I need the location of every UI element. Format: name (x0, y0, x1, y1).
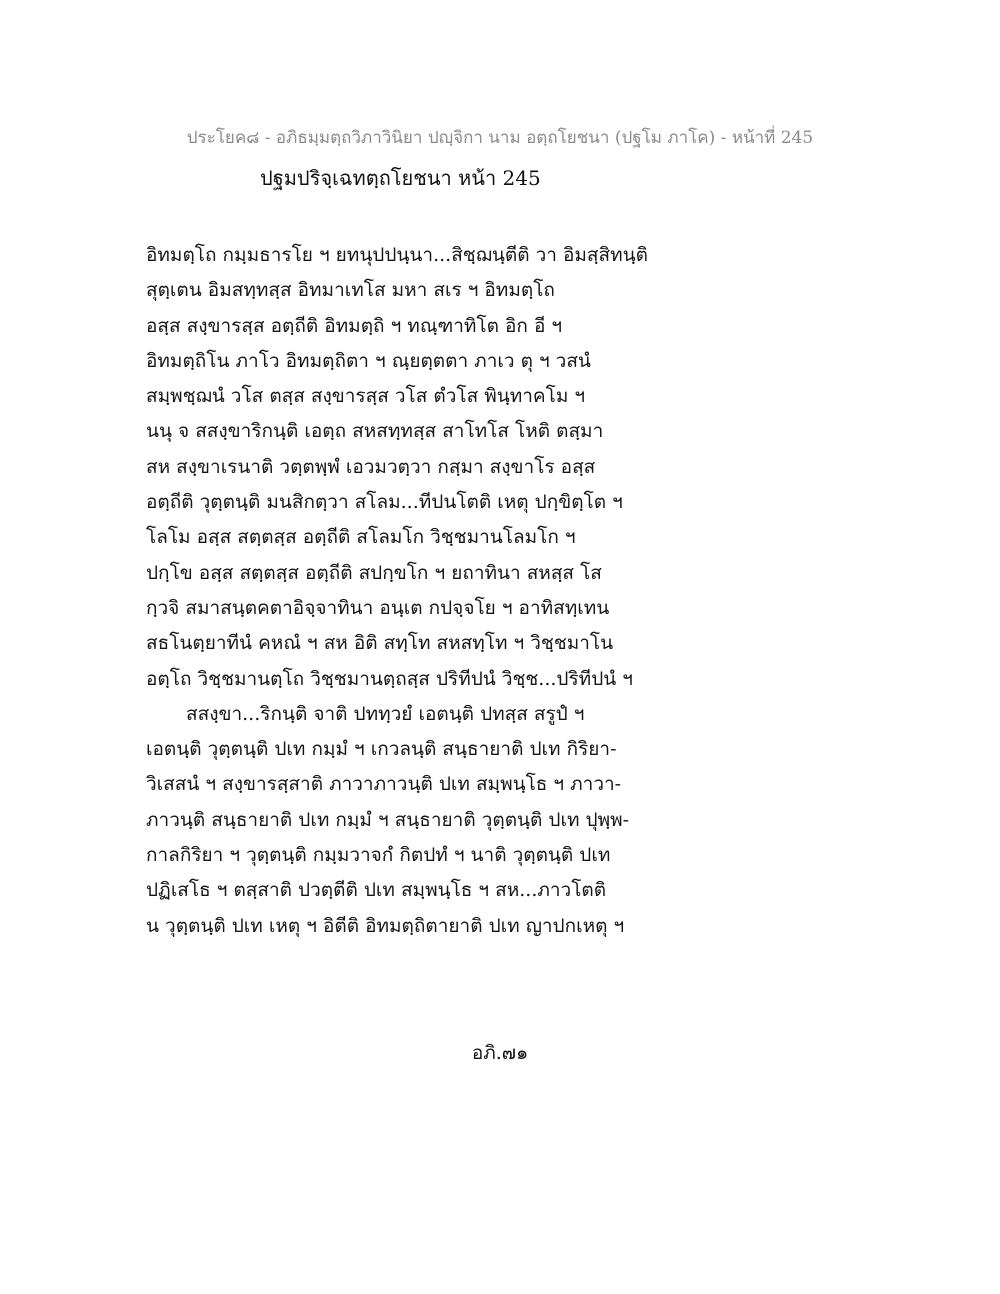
text-line: อิทมตฺถิโน ภาโว อิทมตฺถิตา ฯ ณฺยตฺตตา ภาเว ตุ ฯ วสนํ (146, 349, 591, 372)
text-line: อสฺส สงฺขารสฺส อตฺถีติ อิทมตฺถิ ฯ ทณฺฑาทิโต อิก อี ฯ (146, 314, 563, 337)
text-line: กฺวจิ สมาสนฺตคตาอิจฺจาทินา อนฺเต กปจฺจโย ฯ อาทิสทฺเทน (146, 596, 610, 619)
text-line: สุตฺเตน อิมสทฺทสฺส อิทมาเทโส มหา สเร ฯ อิทมตฺโถ (146, 279, 555, 302)
text-line: ปฏิเสโธ ฯ ตสฺสาติ ปวตฺตีติ ปเท สมฺพนฺโธ ฯ สห...ภาวโตติ (146, 879, 607, 902)
section-heading: ปฐมปริจฺเฉทตฺถโยชนา หน้า 245 (260, 166, 541, 190)
text-line: สมฺพชฺฌนํ วโส ตสฺส สงฺขารสฺส วโส ตํวโส พินฺทาคโม ฯ (146, 385, 586, 408)
body-text (146, 238, 866, 944)
page-footer-code: อภิ.๗๑ (471, 1042, 529, 1064)
text-line: สธโนตฺยาทีนํ คหณํ ฯ สห อิติ สทฺโท สหสทฺโท ฯ วิชฺชมาโน (146, 632, 614, 655)
running-header: ประโยค๘ - อภิธมฺมตฺถวิภาวินิยา ปญฺจิกา นาม อตฺถโยชนา (ปฐโม ภาโค) - หน้าที่ 245 (186, 128, 814, 148)
text-line: กาลกิริยา ฯ วุตฺตนฺติ กมฺมวาจกํ กิตปทํ ฯ นาติ วุตฺตนฺติ ปเท (146, 844, 611, 867)
text-line: นนุ จ สสงฺขาริกนฺติ เอตฺถ สหสทฺทสฺส สาโทโส โหติ ตสฺมา (146, 420, 604, 443)
text-line: อิทมตฺโถ กมฺมธารโย ฯ ยทนุปปนฺนา...สิชฺฌนฺตีติ วา อิมสฺสิทนฺติ (146, 244, 648, 266)
text-line: ปกฺโข อสฺส สตฺตสฺส อตฺถีติ สปกฺขโก ฯ ยถาทินา สหสฺส โส (146, 561, 602, 584)
text-line: น วุตฺตนฺติ ปเท เหตุ ฯ อิตีติ อิทมตฺถิตายาติ ปเท ญาปกเหตุ ฯ (146, 914, 625, 937)
text-line: อตฺถีติ วุตฺตนฺติ มนสิกตฺวา สโลม...ทีปนโตติ เหตุ ปกฺขิตฺโต ฯ (146, 491, 623, 514)
text-line: อตฺโถ วิชฺชมานตฺโถ วิชฺชมานตฺถสฺส ปริทีปนํ วิชฺช...ปริทีปนํ ฯ (146, 667, 633, 690)
text-line: ภาวนฺติ สนฺธายาติ ปเท กมฺมํ ฯ สนฺธายาติ วุตฺตนฺติ ปเท ปุพฺพ- (146, 808, 630, 831)
text-line: เอตนฺติ วุตฺตนฺติ ปเท กมฺมํ ฯ เกวลนฺติ สนฺธายาติ ปเท กิริยา- (146, 738, 617, 761)
text-line: วิเสสนํ ฯ สงฺขารสฺสาติ ภาวาภาวนฺติ ปเท สมฺพนฺโธ ฯ ภาวา- (146, 773, 622, 796)
text-line: โลโม อสฺส สตฺตสฺส อตฺถีติ สโลมโก วิชฺชมานโลมโก ฯ (146, 526, 576, 549)
text-line: สห สงฺขาเรนาติ วตฺตพฺพํ เอวมวตฺวา กสฺมา สงฺขาโร อสฺส (146, 455, 596, 478)
paragraph-start-line: สสงฺขา...ริกนฺติ จาติ ปททฺวยํ เอตนฺติ ปทสฺส สรูปํ ฯ (186, 702, 585, 725)
